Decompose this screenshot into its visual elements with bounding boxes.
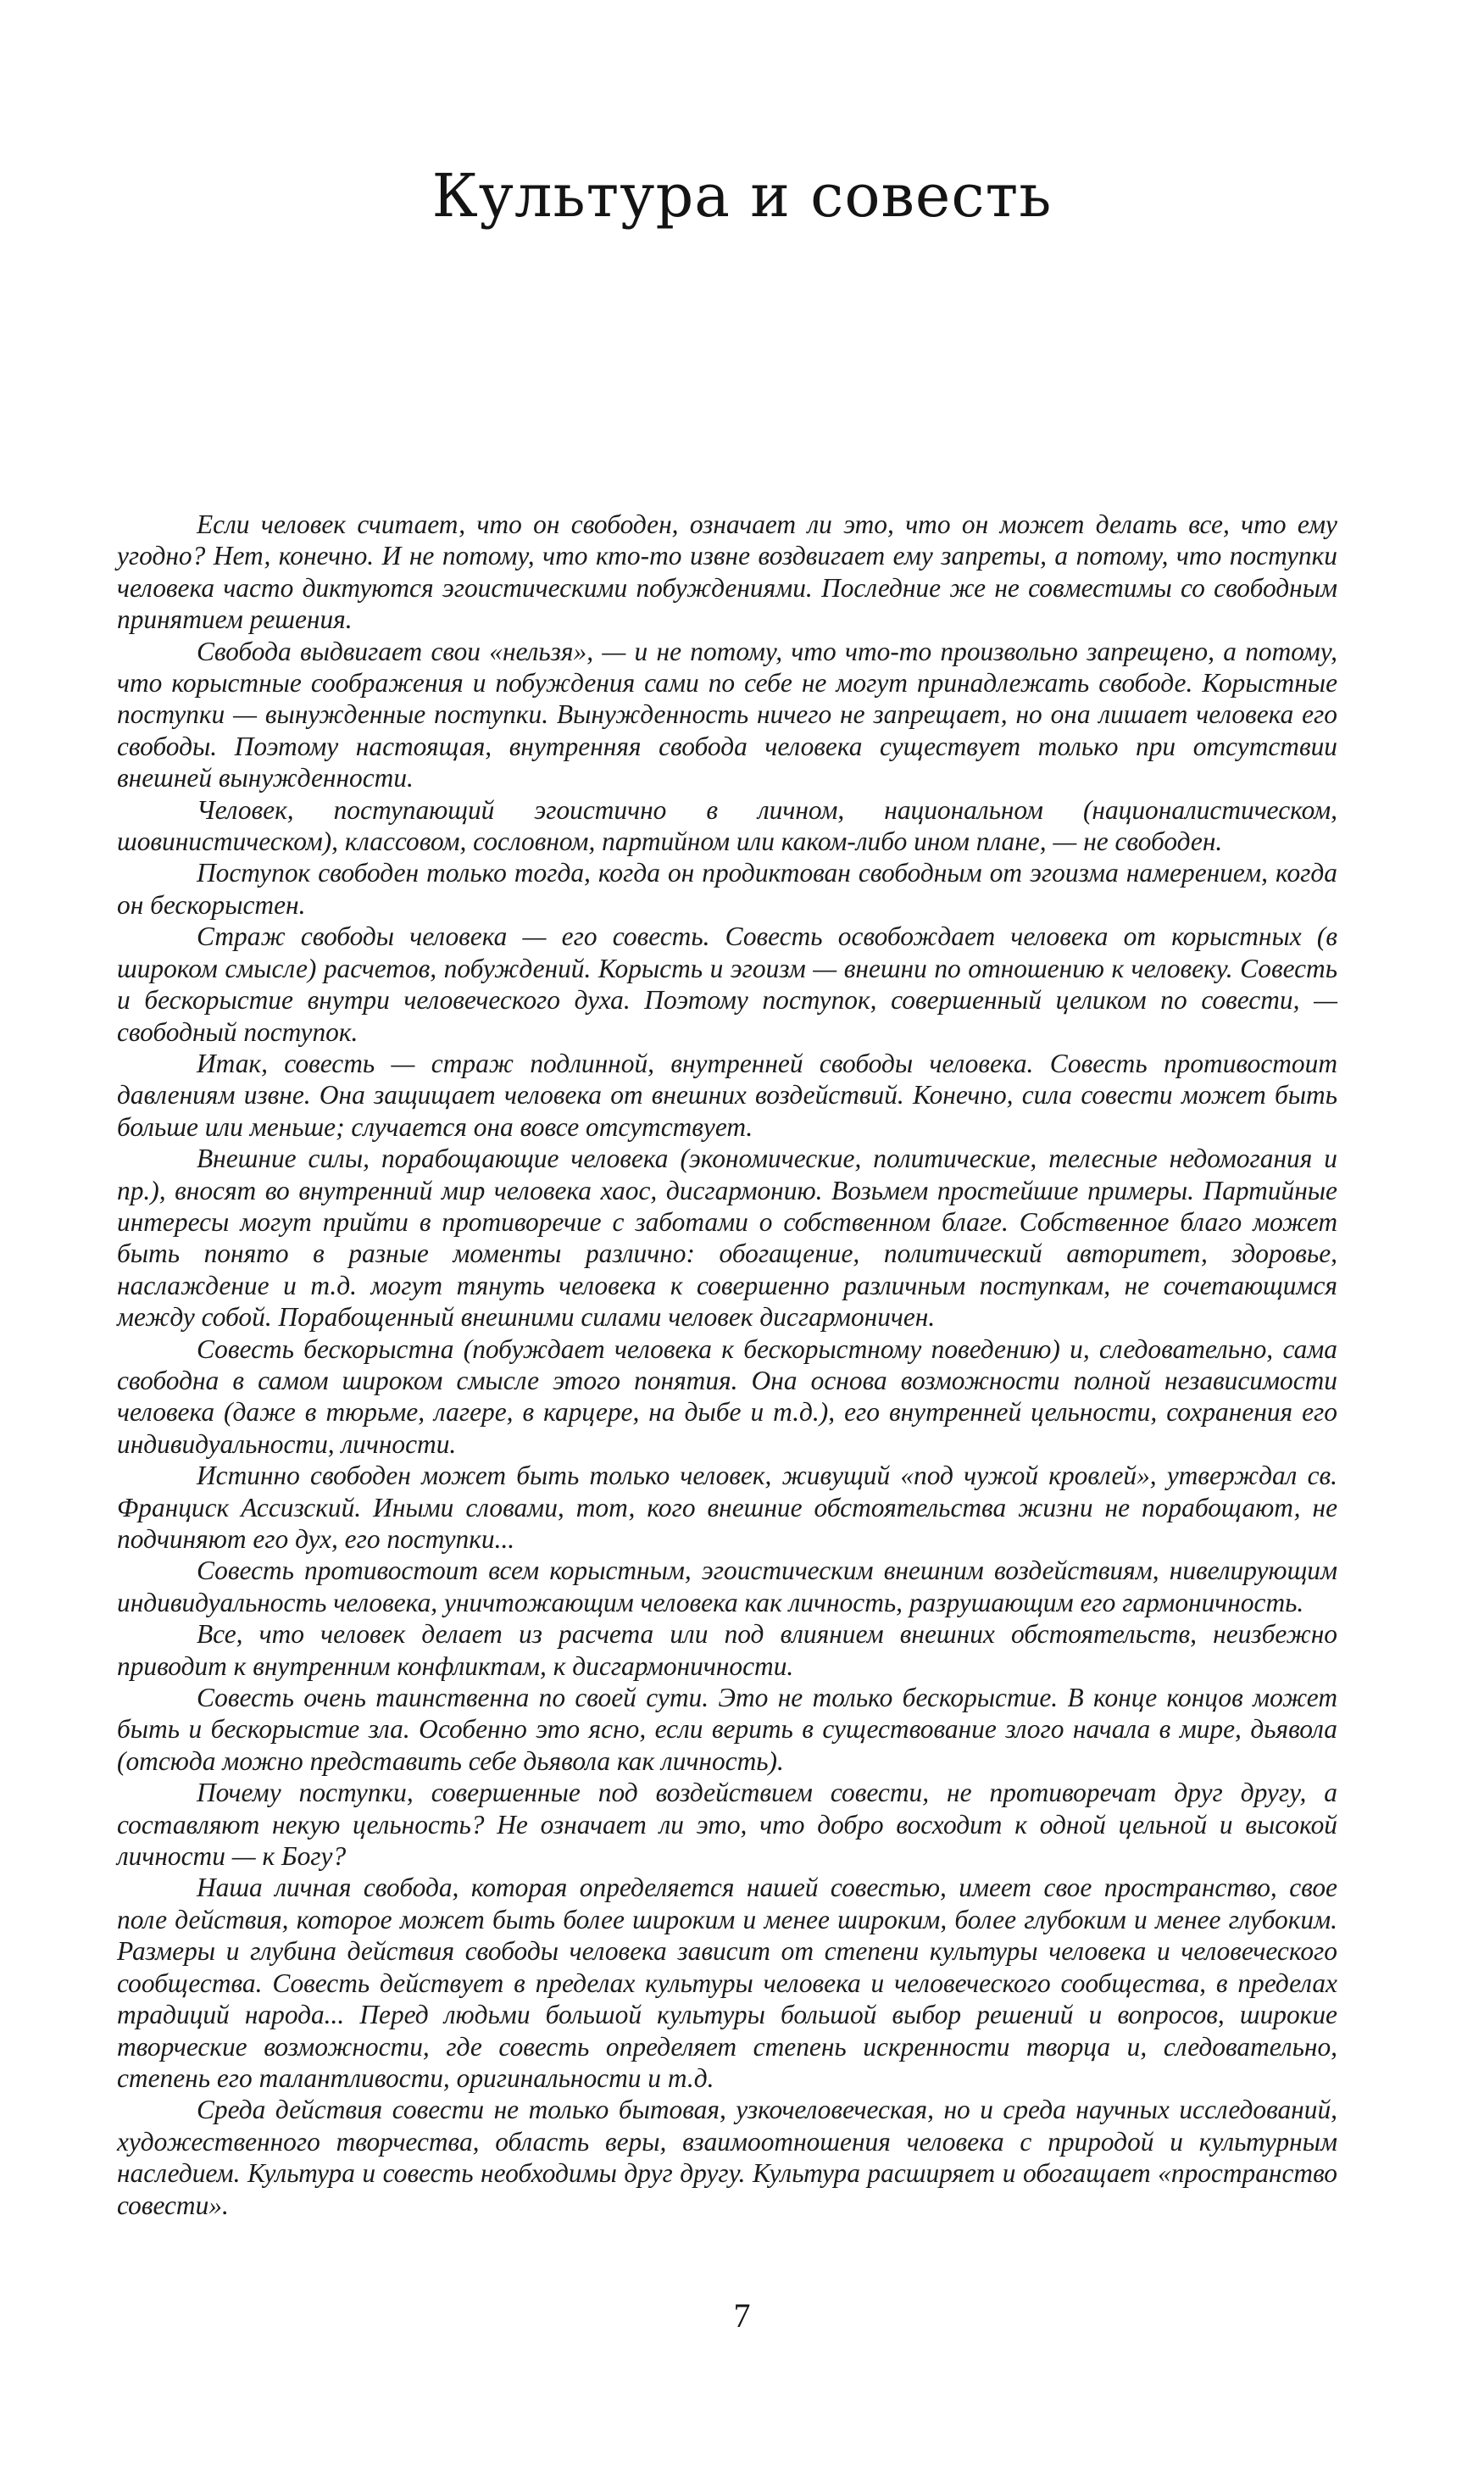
page-number: 7: [733, 2296, 751, 2335]
paragraph-4: Поступок свободен только тогда, когда он продиктован свободным от эгоизма намерением, когда он бескорыстен.: [117, 858, 1337, 920]
paragraph-5: Страж свободы человека — его совесть. Совесть освобождает человека от корыстных (в широком смысле) расчетов, побуждений. Корысть и эгоизм — внешни по отношению к человеку. Совесть и бескорыстие внутри человеческого духа. Поэтому поступок, совершенный целиком по совести, — свободный поступок.: [117, 921, 1337, 1047]
paragraph-8: Совесть бескорыстна (побуждает человека к бескорыстному поведению) и, следовательно, сама свободна в самом широком смысле этого понятия. Она основа возможности полной независимости человека (даже в тюрьме, лагере, в карцере, на дыбе и т.д.), его внутренней цельности, сохранения его индивидуальности, личности.: [117, 1333, 1337, 1459]
paragraph-15: Среда действия совести не только бытовая, узкочеловеческая, но и среда научных исследований, художественного творчества, область веры, взаимоотношения человека с природой и культурным наследием. Культура и совесть необходимы друг другу. Культура расширяет и обогащает «пространство совести».: [117, 2095, 1337, 2220]
paragraph-6: Итак, совесть — страж подлинной, внутренней свободы человека. Совесть противостоит давлениям извне. Она защищает человека от внешних воздействий. Конечно, сила совести может быть больше или меньше; случается она вовсе отсутствует.: [117, 1048, 1337, 1142]
paragraph-12: Совесть очень таинственна по своей сути. Это не только бескорыстие. В конце концов может быть и бескорыстие зла. Особенно это ясно, если верить в существование злого начала в мире, дьявола (отсюда можно представить себе дьявола как личность).: [117, 1683, 1337, 1776]
paragraph-7: Внешние силы, порабощающие человека (экономические, политические, телесные недомогания и пр.), вносят во внутренний мир человека хаос, дисгармонию. Возьмем простейшие примеры. Партийные интересы могут прийти в противоречие с заботами о собственном благе. Собственное благо может быть понято в разные моменты различно: обогащение, политический авторитет, здоровье, наслаждение и т.д. могут тянуть человека к совершенно различным поступкам, не сочетающимся между собой. Порабощенный внешними силами человек дисгармоничен.: [117, 1144, 1337, 1333]
paragraph-14: Наша личная свобода, которая определяется нашей совестью, имеет свое пространство, свое поле действия, которое может быть более широким и менее широким, более глубоким и менее глубоким. Размеры и глубина действия свободы человека зависит от степени культуры человека и человеческого сообщества. Совесть действует в пределах культуры человека и человеческого сообщества, в пределах традиций народа... Перед людьми большой культуры большой выбор решений и вопросов, широкие творческие возможности, где совесть определяет степень искренности творца и, следовательно, степень его талантливости, оригинальности и т.д.: [117, 1873, 1337, 2093]
page-title: Культура и совесть: [431, 161, 1053, 231]
article-body: [117, 509, 1337, 2221]
paragraph-1: Если человек считает, что он свободен, означает ли это, что он может делать все, что ему угодно? Нет, конечно. И не потому, что кто-то извне воздвигает ему запреты, а потому, что поступки человека часто диктуются эгоистическими побуждениями. Последние же не совместимы со свободным принятием решения.: [117, 509, 1337, 635]
paragraph-11: Все, что человек делает из расчета или под влиянием внешних обстоятельств, неизбежно приводит к внутренним конфликтам, к дисгармоничности.: [117, 1619, 1337, 1681]
paragraph-9: Истинно свободен может быть только человек, живущий «под чужой кровлей», утверждал св. Франциск Ассизский. Иными словами, тот, кого внешние обстоятельства жизни не порабощают, не подчиняют его дух, его поступки...: [117, 1461, 1337, 1554]
paragraph-3: Человек, поступающий эгоистично в личном, национальном (националистическом, шовинистическом), классовом, сословном, партийном или каком-либо ином плане, — не свободен.: [117, 794, 1337, 857]
paragraph-10: Совесть противостоит всем корыстным, эгоистическим внешним воздействиям, нивелирующим индивидуальность человека, уничтожающим человека как личность, разрушающим его гармоничность.: [117, 1556, 1337, 1617]
paragraph-13: Почему поступки, совершенные под воздействием совести, не противоречат друг другу, а составляют некую цельность? Не означает ли это, что добро восходит к одной цельной и высокой личности — к Богу?: [117, 1778, 1337, 1872]
paragraph-2: Свобода выдвигает свои «нельзя», — и не потому, что что-то произвольно запрещено, а потому, что корыстные соображения и побуждения сами по себе не могут принадлежать свободе. Корыстные поступки — вынужденные поступки. Вынужденность ничего не запрещает, но она лишает человека его свободы. Поэтому настоящая, внутренняя свобода человека существует только при отсутствии внешней вынужденности.: [117, 636, 1337, 793]
